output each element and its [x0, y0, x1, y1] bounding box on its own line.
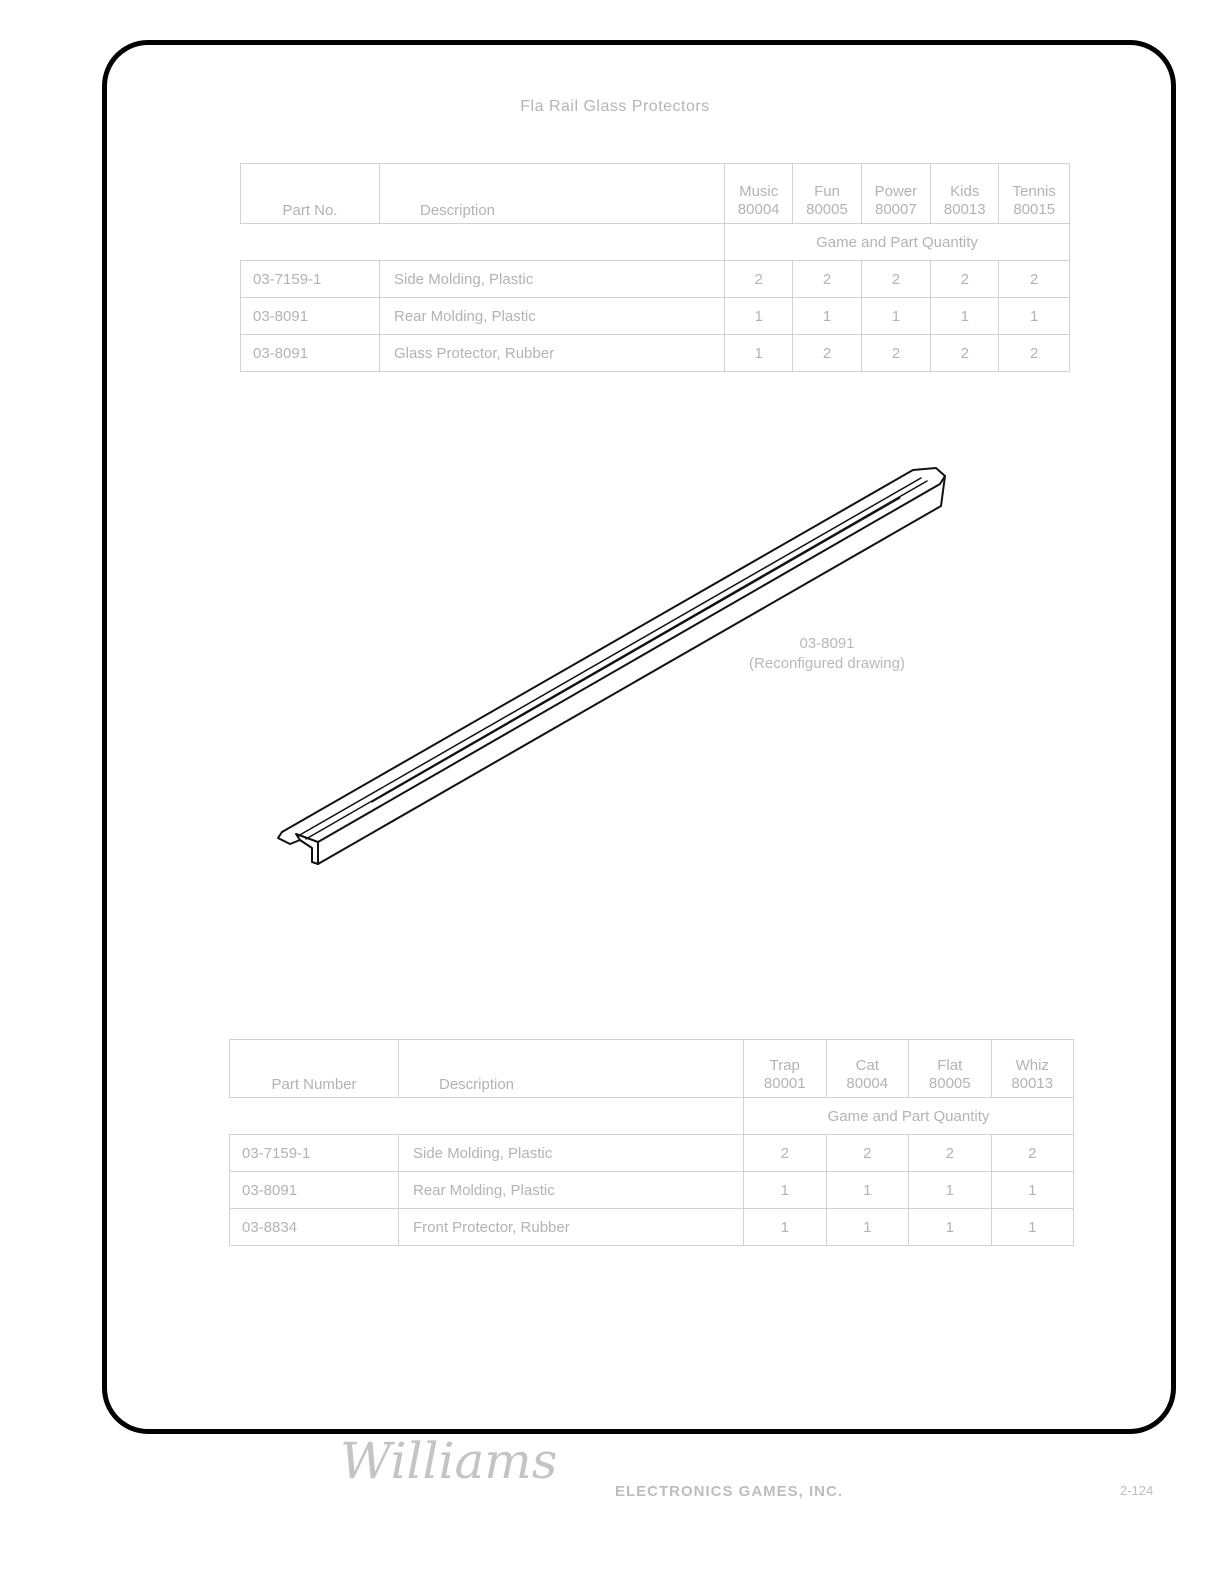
quantity: 1 — [909, 1209, 992, 1246]
quantity: 2 — [793, 335, 861, 372]
part-number: 03-8091 — [241, 298, 380, 335]
col-game: Tennis 80015 — [999, 164, 1070, 224]
quantity: 1 — [793, 298, 861, 335]
quantity: 1 — [744, 1172, 827, 1209]
table-row — [230, 1172, 1074, 1209]
col-description: Description — [399, 1040, 744, 1098]
williams-logo: Williams — [340, 1432, 558, 1490]
quantity: 1 — [909, 1172, 992, 1209]
part-description: Rear Molding, Plastic — [399, 1172, 744, 1209]
col-description: Description — [380, 164, 725, 224]
col-game: Music 80004 — [725, 164, 793, 224]
quantity: 2 — [999, 261, 1070, 298]
quantity: 1 — [826, 1209, 909, 1246]
col-game: Cat 80004 — [826, 1040, 909, 1098]
col-game: Trap 80001 — [744, 1040, 827, 1098]
part-description: Side Molding, Plastic — [380, 261, 725, 298]
subheader-label: Game and Part Quantity — [725, 224, 1070, 261]
table-row — [230, 1209, 1074, 1246]
quantity: 1 — [725, 335, 793, 372]
quantity: 2 — [861, 261, 930, 298]
part-number: 03-8834 — [230, 1209, 399, 1246]
quantity: 2 — [931, 261, 999, 298]
part-description: Rear Molding, Plastic — [380, 298, 725, 335]
quantity: 1 — [826, 1172, 909, 1209]
part-number: 03-8091 — [230, 1172, 399, 1209]
quantity: 2 — [931, 335, 999, 372]
page-title: Fla Rail Glass Protectors — [520, 98, 710, 115]
col-part-number: Part Number — [230, 1040, 399, 1098]
col-game: Fun 80005 — [793, 164, 861, 224]
quantity: 2 — [725, 261, 793, 298]
company-name: ELECTRONICS GAMES, INC. — [615, 1483, 844, 1500]
drawing-label: 03-8091 (Reconfigured drawing) — [749, 635, 905, 672]
part-description: Glass Protector, Rubber — [380, 335, 725, 372]
col-game: Flat 80005 — [909, 1040, 992, 1098]
quantity: 1 — [999, 298, 1070, 335]
quantity: 2 — [744, 1135, 827, 1172]
quantity: 2 — [909, 1135, 992, 1172]
quantity: 2 — [793, 261, 861, 298]
quantity: 2 — [861, 335, 930, 372]
quantity: 2 — [991, 1135, 1074, 1172]
page-number: 2-124 — [1120, 1483, 1154, 1498]
quantity: 1 — [931, 298, 999, 335]
table-header-row — [230, 1040, 1074, 1098]
quantity: 1 — [991, 1209, 1074, 1246]
parts-table-2 — [229, 1039, 1074, 1246]
subheader-row — [230, 1098, 1074, 1135]
col-game: Whiz 80013 — [991, 1040, 1074, 1098]
subheader-label: Game and Part Quantity — [744, 1098, 1074, 1135]
quantity: 2 — [999, 335, 1070, 372]
col-game: Power 80007 — [861, 164, 930, 224]
part-description: Front Protector, Rubber — [399, 1209, 744, 1246]
part-number: 03-7159-1 — [241, 261, 380, 298]
quantity: 2 — [826, 1135, 909, 1172]
quantity: 1 — [744, 1209, 827, 1246]
part-number: 03-7159-1 — [230, 1135, 399, 1172]
col-game: Kids 80013 — [931, 164, 999, 224]
quantity: 1 — [991, 1172, 1074, 1209]
table-row — [230, 1135, 1074, 1172]
part-number: 03-8091 — [241, 335, 380, 372]
part-description: Side Molding, Plastic — [399, 1135, 744, 1172]
col-part-number: Part No. — [241, 164, 380, 224]
quantity: 1 — [725, 298, 793, 335]
quantity: 1 — [861, 298, 930, 335]
